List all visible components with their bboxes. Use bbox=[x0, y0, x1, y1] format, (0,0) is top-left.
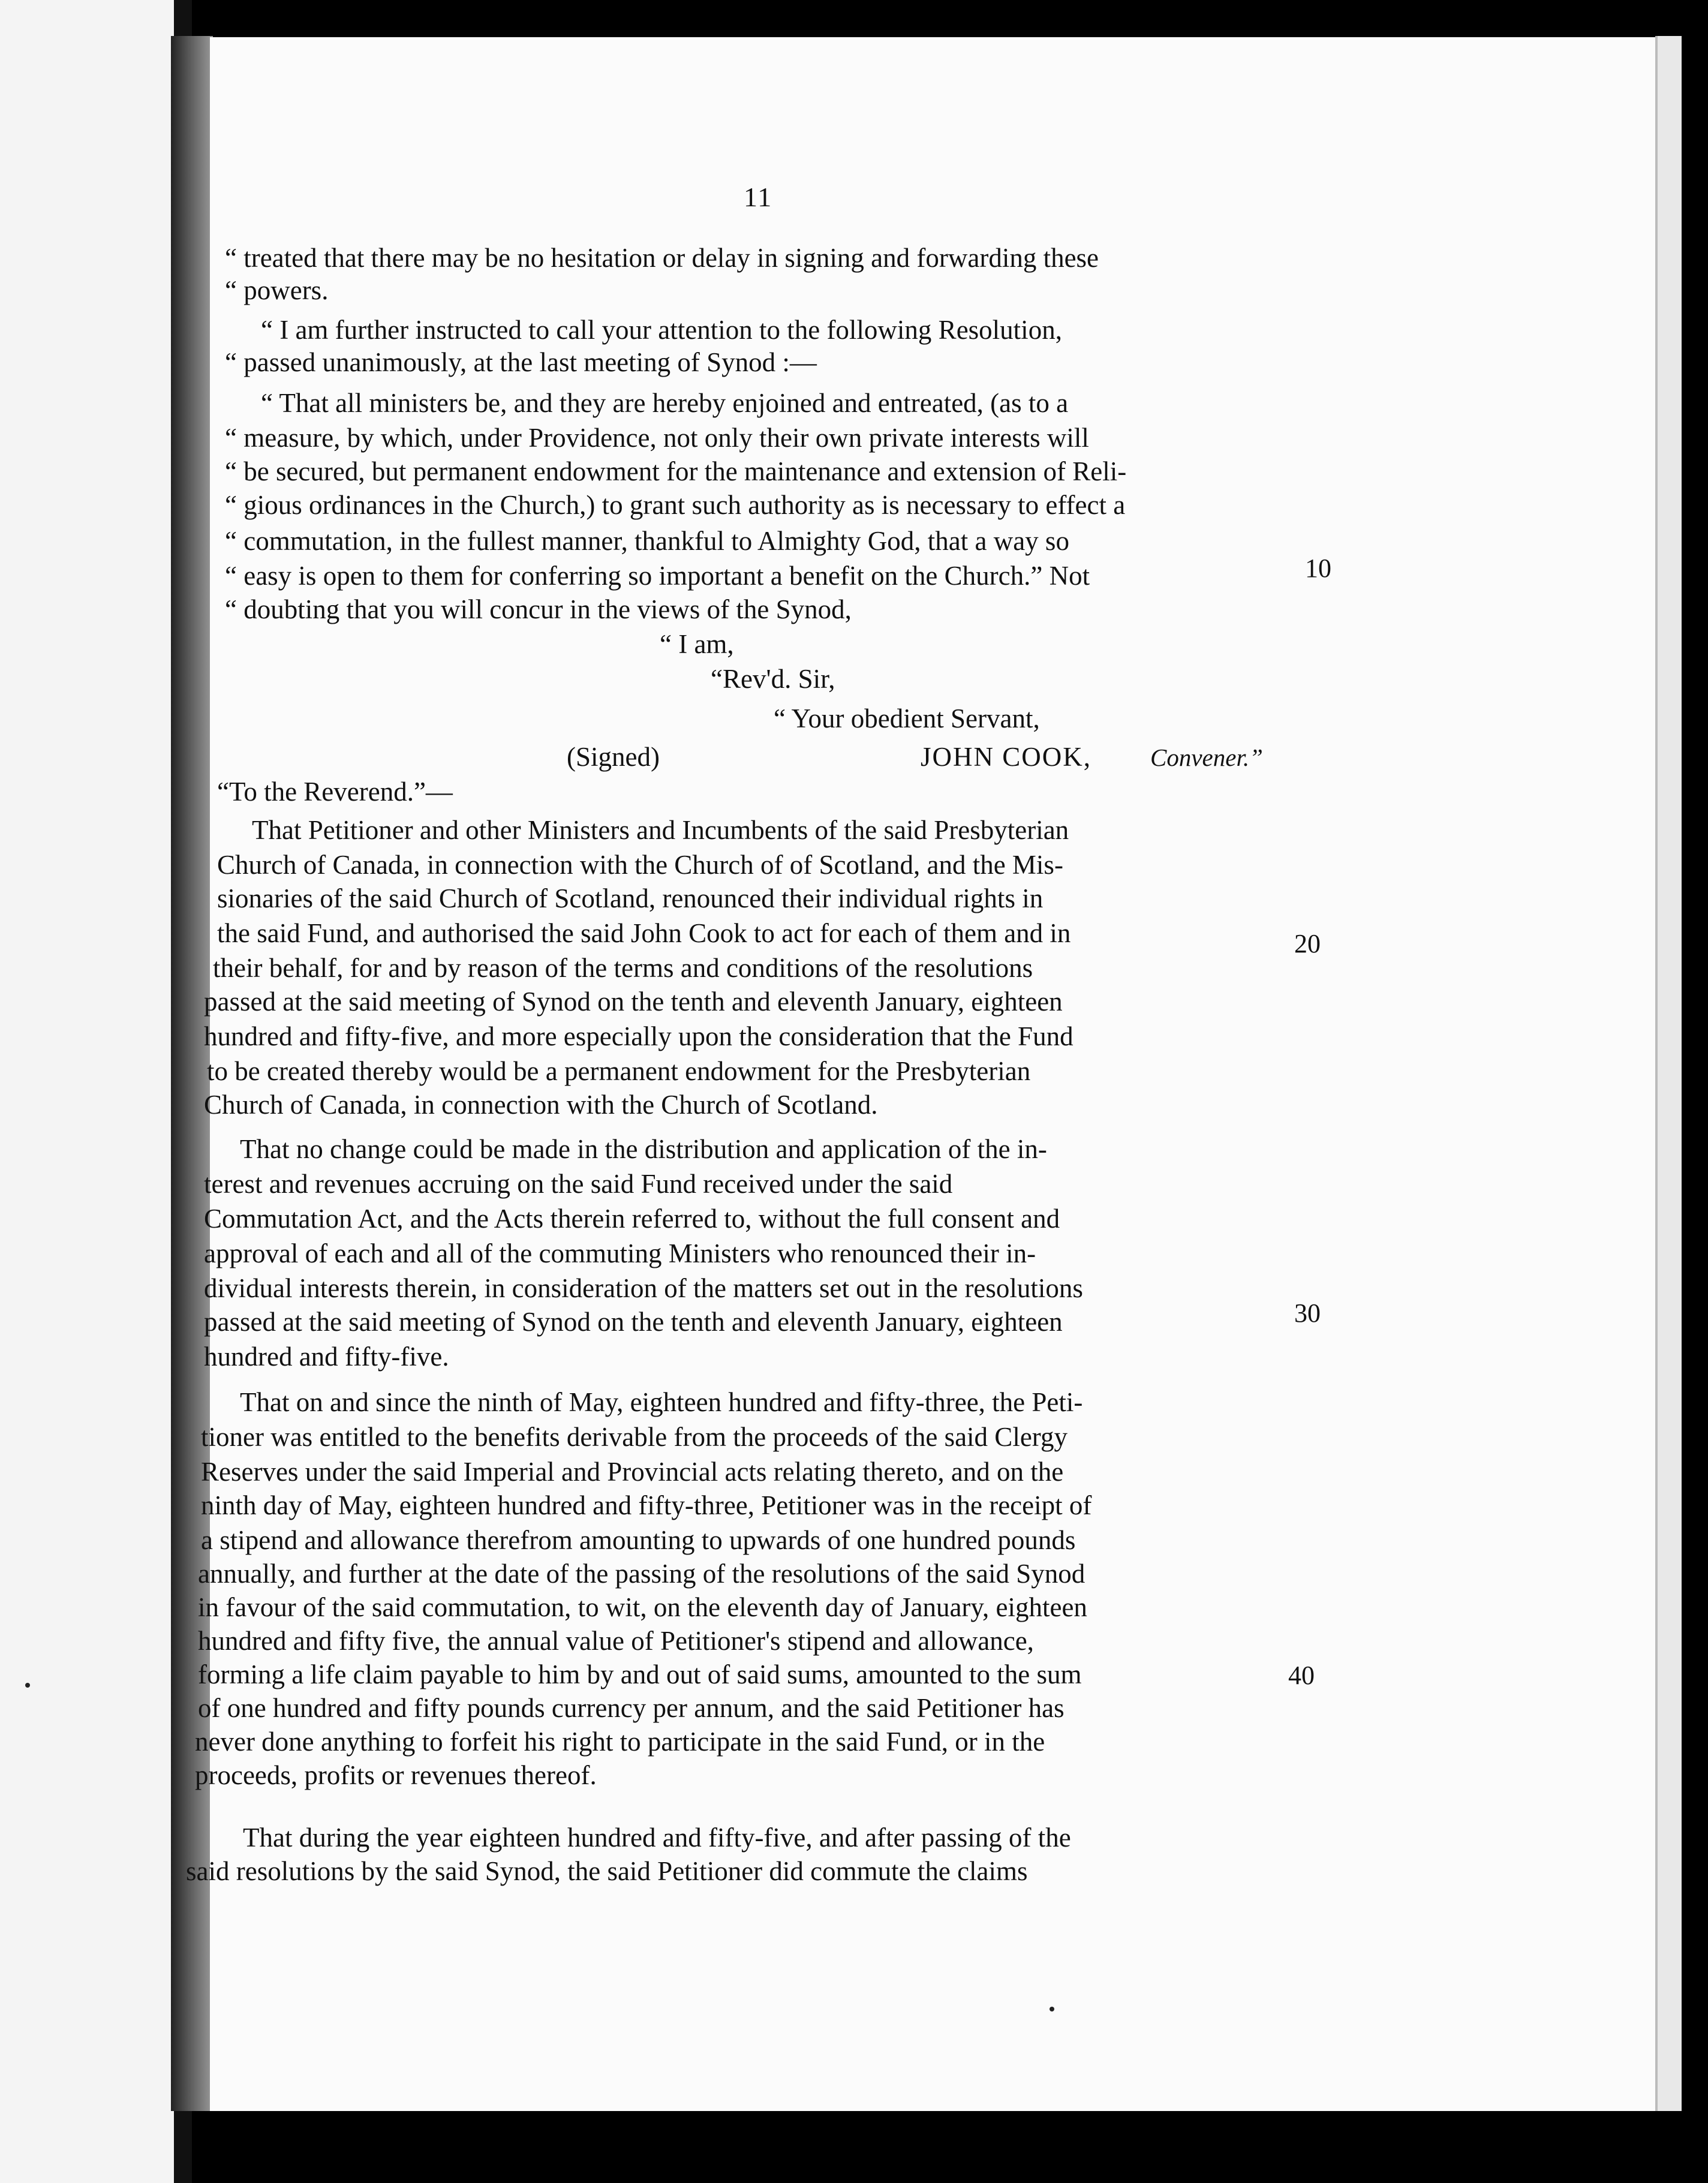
text-line: “ I am further instructed to call your attention to the following Resolution, bbox=[261, 315, 1062, 345]
text-line: ninth day of May, eighteen hundred and fifty-three, Petitioner was in the receipt of bbox=[201, 1490, 1092, 1520]
line-number-margin: 40 bbox=[1288, 1661, 1315, 1690]
scan-speck bbox=[25, 1683, 30, 1688]
text-line: of one hundred and fifty pounds currency per annum, and the said Petitioner has bbox=[198, 1693, 1065, 1723]
text-line: hundred and fifty-five, and more especially upon the consideration that the Fund bbox=[204, 1021, 1073, 1051]
text-line: Church of Canada, in connection with the Church of of Scotland, and the Mis- bbox=[217, 850, 1063, 880]
text-line: dividual interests therein, in consideration of the matters set out in the resolutions bbox=[204, 1273, 1083, 1303]
text-line: proceeds, profits or revenues thereof. bbox=[195, 1760, 597, 1790]
text-line: Commutation Act, and the Acts therein referred to, without the full consent and bbox=[204, 1204, 1060, 1234]
signatory-name: JOHN COOK, bbox=[921, 742, 1092, 772]
text-line: the said Fund, and authorised the said John Cook to act for each of them and in bbox=[217, 918, 1071, 948]
text-line: in favour of the said commutation, to wit, on the eleventh day of January, eighteen bbox=[198, 1592, 1087, 1622]
text-line: That no change could be made in the distribution and application of the in- bbox=[240, 1134, 1047, 1164]
line-number-margin: 10 bbox=[1305, 554, 1331, 583]
text-line: tioner was entitled to the benefits derivable from the proceeds of the said Clergy bbox=[201, 1422, 1068, 1452]
text-line: That during the year eighteen hundred and fifty-five, and after passing of the bbox=[243, 1823, 1071, 1853]
text-line: to be created thereby would be a permanent endowment for the Presbyterian bbox=[207, 1056, 1031, 1086]
text-line: terest and revenues accruing on the said Fund received under the said bbox=[204, 1169, 953, 1199]
text-line: passed at the said meeting of Synod on the tenth and eleventh January, eighteen bbox=[204, 1307, 1063, 1337]
text-line: approval of each and all of the commuting Ministers who renounced their in- bbox=[204, 1238, 1036, 1268]
text-line: “ be secured, but permanent endowment for the maintenance and extension of Reli- bbox=[225, 456, 1127, 486]
scan-speck bbox=[1050, 2007, 1054, 2011]
salutation-line: “ Your obedient Servant, bbox=[774, 703, 1040, 733]
text-line: hundred and fifty-five. bbox=[204, 1342, 449, 1372]
text-line: That on and since the ninth of May, eighteen hundred and fifty-three, the Peti- bbox=[240, 1387, 1083, 1417]
text-line: hundred and fifty five, the annual value of Petitioner's stipend and allowance, bbox=[198, 1626, 1034, 1656]
text-line: annually, and further at the date of the passing of the resolutions of the said Synod bbox=[198, 1559, 1085, 1589]
salutation-line: “ I am, bbox=[660, 629, 734, 659]
text-line: forming a life claim payable to him by and out of said sums, amounted to the sum bbox=[198, 1659, 1082, 1689]
text-line: said resolutions by the said Synod, the said Petitioner did commute the claims bbox=[186, 1856, 1028, 1886]
text-line: That Petitioner and other Ministers and Incumbents of the said Presbyterian bbox=[252, 815, 1069, 845]
text-line: “ passed unanimously, at the last meeting of Synod :— bbox=[225, 347, 817, 377]
text-line: Church of Canada, in connection with the Church of Scotland. bbox=[204, 1090, 878, 1120]
text-line: their behalf, for and by reason of the terms and conditions of the resolutions bbox=[213, 953, 1033, 983]
text-line: “ doubting that you will concur in the views of the Synod, bbox=[225, 594, 852, 624]
text-line: sionaries of the said Church of Scotland, renounced their individual rights in bbox=[217, 883, 1044, 913]
text-line: “ That all ministers be, and they are hereby enjoined and entreated, (as to a bbox=[261, 388, 1069, 418]
salutation-line: “Rev'd. Sir, bbox=[711, 664, 835, 694]
text-line: “ easy is open to them for conferring so important a benefit on the Church.” Not bbox=[225, 561, 1090, 591]
text-line: Reserves under the said Imperial and Provincial acts relating thereto, and on the bbox=[201, 1457, 1064, 1487]
page-number: 11 bbox=[744, 182, 773, 212]
text-line: “ commutation, in the fullest manner, thankful to Almighty God, that a way so bbox=[225, 526, 1069, 556]
text-line: “ powers. bbox=[225, 275, 329, 305]
text-line: “ treated that there may be no hesitation or delay in signing and forwarding these bbox=[225, 243, 1099, 273]
line-number-margin: 30 bbox=[1294, 1298, 1321, 1328]
line-number-margin: 20 bbox=[1294, 929, 1321, 958]
text-line: passed at the said meeting of Synod on the tenth and eleventh January, eighteen bbox=[204, 987, 1063, 1017]
text-line: “ gious ordinances in the Church,) to grant such authority as is necessary to effect a bbox=[225, 490, 1126, 520]
text-line: “ measure, by which, under Providence, not only their own private interests will bbox=[225, 423, 1089, 453]
text-line: a stipend and allowance therefrom amounting to upwards of one hundred pounds bbox=[201, 1525, 1076, 1555]
addressee-line: “To the Reverend.”— bbox=[217, 777, 453, 807]
text-line: never done anything to forfeit his right to participate in the said Fund, or in the bbox=[195, 1727, 1045, 1757]
signed-label: (Signed) bbox=[567, 742, 660, 772]
signatory-title: Convener.” bbox=[1150, 744, 1263, 771]
facing-page-edge bbox=[0, 0, 174, 2183]
page-edge bbox=[1655, 36, 1682, 2111]
